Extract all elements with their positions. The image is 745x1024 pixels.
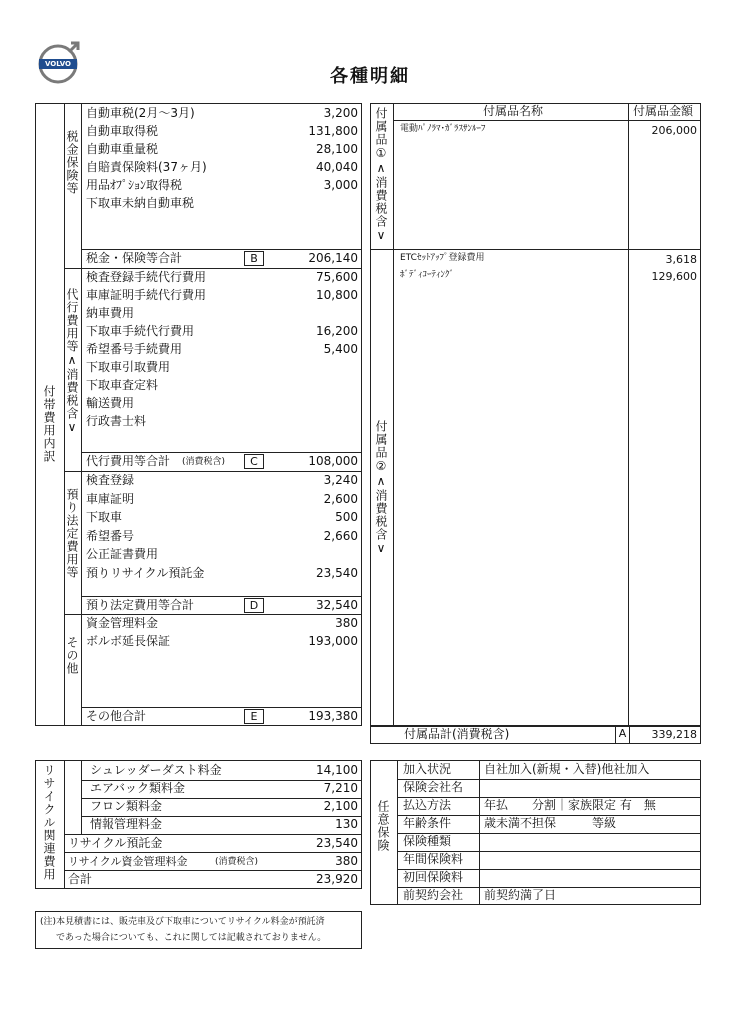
tax-item-name: 自動車税(2月～3月) [86,106,195,120]
accessory-2-name: ﾎﾞﾃﾞｨｺｰﾃｨﾝｸﾞ [400,270,455,280]
insurance-row-name: 年齢条件 [403,816,452,830]
tax-item-value: 3,200 [323,106,358,120]
logo-text: VOLVO [45,60,71,68]
tax-item-value: 3,000 [323,178,358,192]
deposit-item-name: 下取車 [86,510,123,524]
deposit-item-value: 2,600 [323,491,358,506]
deposit-item-name: 預りリサイクル預託金 [86,565,205,580]
tax-item-name: 下取車未納自動車税 [86,196,195,210]
accessory-price-header: 付属品金額 [633,104,694,118]
deposit-item-name: 公正証書費用 [86,547,159,561]
outer-label: 付帯費用内訳 [42,385,56,463]
accessory-2-value: 129,600 [651,270,697,283]
accessory-1-name: 電動ﾊﾟﾉﾗﾏ･ｶﾞﾗｽｻﾝﾙｰﾌ [400,124,486,134]
page-title: 各種明細 [330,66,410,87]
tax-item-name: 用品ｵﾌﾟｼｮﾝ取得税 [86,178,183,192]
recycle-item-value: 130 [335,817,358,831]
recycle-item-value: 2,100 [323,799,358,813]
accessory-group2-label: 付属品②∧消費税含∨ [374,420,388,556]
agency-item-name: 車庫証明手続代行費用 [86,288,207,302]
deposit-item-name: 車庫証明 [86,491,135,506]
deposit-item-value: 2,660 [323,528,358,543]
note-line-2: であった場合についても、これに関しては記載されておりません。 [56,933,327,943]
tax-label: 税金保険等 [65,130,79,195]
agency-item-name: 希望番号手続費用 [86,342,183,356]
agency-item-name: 下取車手続代行費用 [86,324,195,338]
accessories-table [370,103,701,726]
accessory-group1-label: 付属品①∧消費税含∨ [374,107,388,243]
tax-total-label: 税金・保険等合計 [86,251,183,265]
other-item-name: ボルボ延長保証 [86,634,171,648]
recycle-item-name: シュレッダーダスト料金 [90,763,222,777]
agency-item-name: 下取車引取費用 [86,360,171,374]
tax-item-value: 40,040 [316,160,358,174]
recycle-fund-note: (消費税含) [215,857,259,867]
agency-item-name: 行政書士料 [86,414,147,428]
agency-total-note: (消費税含) [182,457,226,467]
accessory-2-name: ETCｾｯﾄｱｯﾌﾟ登録費用 [400,253,485,263]
other-item-value: 193,000 [308,634,358,648]
insurance-row-value: 前契約満了日 [484,888,557,902]
other-total-code: E [244,709,264,724]
recycle-label: リサイクル関連費用 [42,764,56,881]
agency-item-value: 16,200 [316,324,358,338]
accessory-1-value: 206,000 [651,124,697,137]
tax-item-name: 自動車取得税 [86,124,159,138]
deposit-item-name: 希望番号 [86,528,135,543]
insurance-row-name: 払込方法 [403,798,452,812]
recycle-deposit-label: リサイクル預託金 [68,836,163,850]
agency-item-name: 輸送費用 [86,396,135,410]
recycle-item-name: フロン類料金 [90,799,163,813]
agency-item-name: 納車費用 [86,306,135,320]
deposit-item-value: 3,240 [323,473,358,487]
insurance-row-value: 自社加入(新規・入替)他社加入 [484,762,650,776]
tax-item-value: 131,800 [308,124,358,138]
insurance-row-name: 前契約会社 [403,888,464,902]
insurance-row-value: 歳未満不担保 等級 [484,816,617,830]
deposit-item-value: 500 [335,510,358,524]
deposit-label: 預り法定費用等 [65,488,79,579]
agency-item-value: 10,800 [316,288,358,302]
other-label: その他 [65,636,79,675]
deposit-total-label: 預り法定費用等合計 [86,598,195,612]
agency-total-code: C [244,454,264,469]
recycle-deposit-value: 23,540 [316,836,358,850]
deposit-total-value: 32,540 [316,598,358,612]
tax-item-name: 自賠責保険料(37ヶ月) [86,160,207,174]
agency-item-value: 5,400 [323,342,358,356]
recycle-item-name: 情報管理料金 [90,817,163,831]
volvo-logo [36,40,82,86]
insurance-row-name: 初回保険料 [403,870,464,884]
accessories-total-value: 339,218 [651,728,697,741]
recycle-fund-value: 380 [335,854,358,868]
note-line-1: (注)本見積書には、販売車及び下取車についてリサイクル料金が預託済 [40,917,325,927]
tax-item-name: 自動車重量税 [86,142,159,156]
tax-item-value: 28,100 [316,142,358,156]
agency-total-value: 108,000 [308,454,358,468]
accessory-name-header: 付属品名称 [483,104,544,118]
accessories-total-label: 付属品計(消費税含) [404,727,510,741]
agency-item-name: 検査登録手続代行費用 [86,270,207,284]
agency-total-label: 代行費用等合計 [86,454,171,468]
insurance-row-name: 保険会社名 [403,780,464,794]
other-total-value: 193,380 [308,709,358,723]
other-item-value: 380 [335,616,358,630]
accessories-total-code: A [615,727,630,743]
tax-total-value: 206,140 [308,251,358,265]
other-item-name: 資金管理料金 [86,616,159,630]
insurance-row-name: 保険種類 [403,834,452,848]
deposit-total-code: D [244,598,264,613]
other-total-label: その他合計 [86,709,147,723]
recycle-total-value: 23,920 [316,872,358,886]
insurance-row-name: 加入状況 [403,762,452,776]
agency-item-value: 75,600 [316,270,358,284]
recycle-total-label: 合計 [68,872,93,886]
insurance-label: 任意保険 [376,800,390,852]
recycle-fund-label: リサイクル資金管理料金 [68,855,188,868]
recycle-item-value: 14,100 [316,763,358,777]
agency-item-name: 下取車査定料 [86,378,159,392]
recycle-item-name: エアバック類料金 [90,781,186,795]
recycle-item-value: 7,210 [323,781,358,795]
agency-label: 代行費用等∧消費税含∨ [65,288,79,435]
deposit-item-value: 23,540 [316,565,358,580]
tax-total-code: B [244,251,264,266]
deposit-item-name: 検査登録 [86,473,135,487]
accessory-2-value: 3,618 [665,253,697,266]
insurance-row-name: 年間保険料 [403,852,464,866]
insurance-row-value: 年払 分割｜家族限定 有 無 [484,798,656,812]
